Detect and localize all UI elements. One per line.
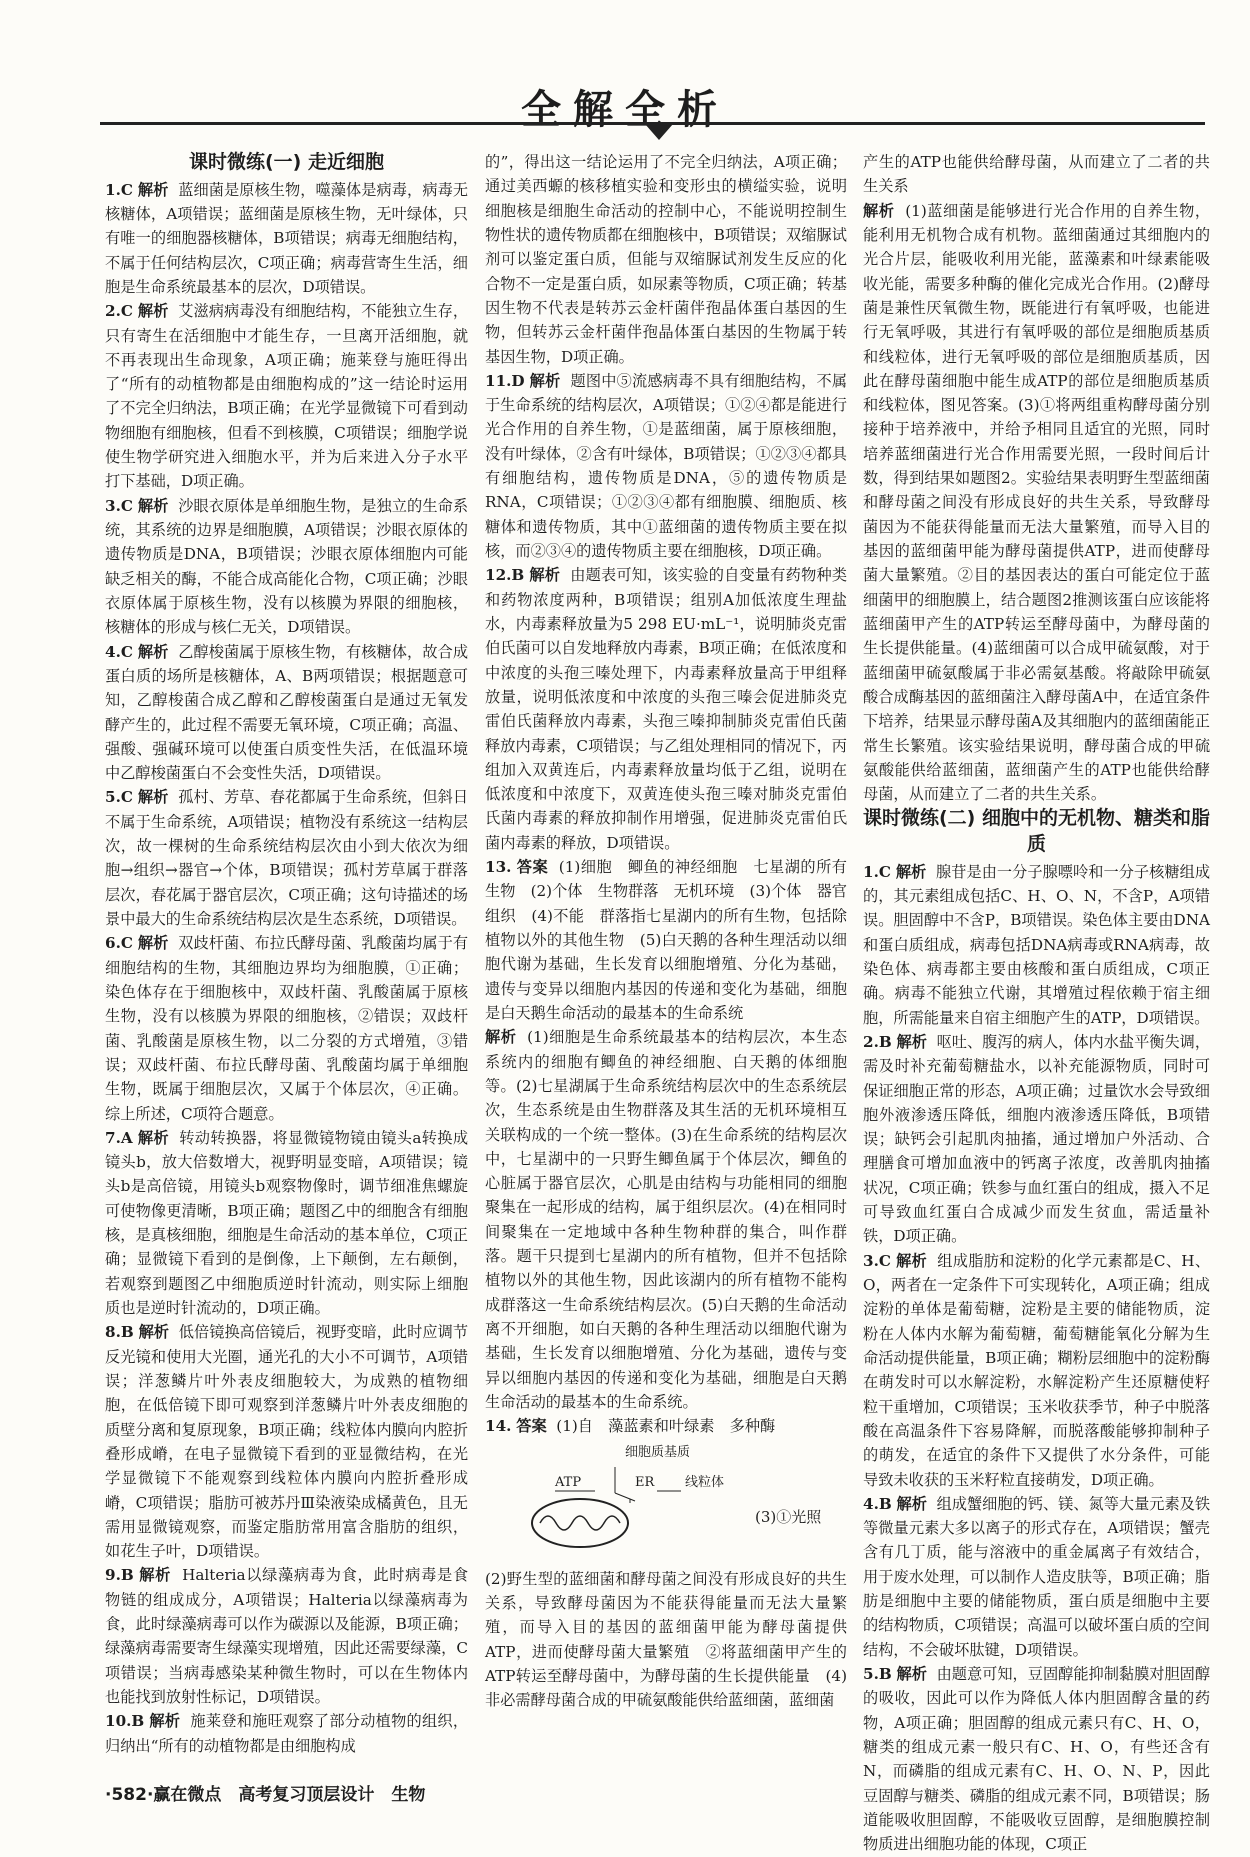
question-number: 7.A [105, 1128, 133, 1147]
answer-item [105, 1563, 468, 1709]
column-2 [485, 150, 863, 1710]
question-number: 1.C [105, 180, 133, 199]
answer-tag: 解析 [896, 1251, 928, 1270]
page-title: 全解全析 [521, 87, 729, 133]
answer-text: (1)蓝细菌是能够进行光合作用的自养生物，能利用无机物合成有机物。蓝细菌通过其细胞内的光合片层，能吸收利用光能，蓝藻素和叶绿素能吸收光能，需要多种酶的催化完成光合作用。(2)酵母菌是兼性厌氧微生物，既能进行有氧呼吸，也能进行无氧呼吸，其进行有氧呼吸的部位是细胞质基质和线粒体，进行无氧呼吸的部位是细胞质基质，因此在酵母菌细胞中能生成ATP的部位是细胞质基质和线粒体，图见答案。(3)①将两组重构酵母菌分别接种于培养液中，并给予相同且适宜的光照，同时培养蓝细菌进行光合作用需要光照，一段时间后计数，得到结果如题图2。实验结果表明野生型蓝细菌和酵母菌之间没有形成良好的共生关系，导致酵母菌因为不能获得能量而无法大量繁殖，而导入目的基因的蓝细菌甲能为酵母菌提供ATP，进而使酵母菌大量繁殖。②目的基因表达的蛋白可能定位于蓝细菌甲的细胞膜上，结合题图2推测该蛋白应该能将蓝细菌甲产生的ATP转运至酵母菌中，为酵母菌的生长提供能量。(4)蓝细菌可以合成甲硫氨酸，对于蓝细菌甲硫氨酸属于非必需氨基酸。将敲除甲硫氨酸合成酶基因的蓝细菌注入酵母菌A中，在适宜条件下培养，结果显示酵母菌A及其细胞内的蓝细菌能正常生长繁殖。该实验结果说明，酵母菌合成的甲硫氨酸能供给蓝细菌，蓝细菌产生的ATP也能供给酵母菌，从而建立了二者的共生关系。 [863, 201, 1211, 804]
question-number: 4.B [863, 1494, 892, 1513]
answer-text: 由题意可知，豆固醇能抑制黏膜对胆固醇的吸收，因此可以作为降低人体内胆固醇含量的药物，A项正确；胆固醇的组成元素只有C、H、O，糖类的组成元素一般只有C、H、O，有些还含有N，而磷脂的组成元素有C、H、O、N、P，因此豆固醇与糖类、磷脂的组成元素不同，B项错误；肠道能吸收胆固醇，不能吸收豆固醇，是细胞膜控制物质进出细胞功能的体现，C项正 [863, 1665, 1211, 1854]
page-header [0, 0, 1250, 140]
question-number: 1.C [863, 862, 891, 881]
question-number: 2.B [863, 1032, 892, 1051]
answer-tag: 解析 [138, 1323, 170, 1342]
header-arrow-icon [645, 124, 673, 140]
answer-text: (2)野生型的蓝细菌和酵母菌之间没有形成良好的共生关系，导致酵母菌因为不能获得能量而无法大量繁殖，而导入目的基因的蓝细菌甲能为酵母菌提供ATP，进而使酵母菌大量繁殖 ②将蓝细菌甲产生的ATP转运至酵母菌中，为酵母菌的生长提供能量 (4)非必需酵母菌合成的甲硫氨酸能供给蓝细菌，蓝细菌 [485, 1569, 847, 1710]
question-number: 10.B [105, 1712, 145, 1731]
answer-item [485, 855, 863, 1025]
answer-tag: 解析 [137, 934, 169, 953]
answer-tag: 解析 [529, 371, 561, 390]
answer-text: 施莱登和施旺观察了部分动植物的组织，归纳出“所有的动植物都是由细胞构成 [105, 1712, 468, 1755]
answer-tag: 解析 [137, 1128, 169, 1147]
answer-item [863, 150, 1210, 199]
question-number: 2.C [105, 302, 133, 321]
answer-item [485, 1567, 847, 1713]
answer-text: (1)细胞是生命系统最基本的结构层次，本生态系统内的细胞有鲫鱼的神经细胞、白天鹅的体细胞等。(2)七星湖属于生命系统结构层次中的生态系统层次，生态系统是由生物群落及其生活的无机环境相互关联构成的一个统一整体。(3)在生命系统的结构层次中，七星湖中的一只野生鲫鱼属于个体层次，鲫鱼的心脏属于器官层次，心肌是由结构与功能相同的细胞聚集在一起形成的结构，属于组织层次。(4)在相同时间聚集在一定地域中各种生物种群的集合，叫作群落。题干只提到七星湖内的所有植物，但并不包括除植物以外的其他生物，因此该湖内的所有植物不能构成群落这一生命系统结构层次。(5)白天鹅的生命活动离不开细胞，如白天鹅的各种生理活动以细胞代谢为基础，生长发育以细胞增殖、分化为基础，遗传与变异以细胞内基因的传递和变化为基础，细胞是白天鹅生命活动的最基本的生命系统。 [485, 1028, 848, 1411]
answer-item [105, 1320, 468, 1563]
answer-tag: 解析 [896, 1032, 927, 1051]
answer-tag: 答案 [516, 858, 549, 877]
answer-text: 乙醇梭菌属于原核生物，有核糖体，故合成蛋白质的场所是核糖体，A、B两项错误；根据题意可知，乙醇梭菌合成乙醇和乙醇梭菌蛋白是通过无氧发酵产生的，此过程不需要无氧环境，C项正确；高温、强酸、强碱环境可以使蛋白质变性失活，在低温环境中乙醇梭菌蛋白不会变性失活，D项错误。 [105, 642, 469, 783]
question-number: 5.B [863, 1665, 892, 1684]
answer-text: 由题表可知，该实验的自变量有药物种类和药物浓度两种，B项错误；组别A加低浓度生理盐水，内毒素释放量为5 298 EU·mL⁻¹，说明肺炎克雷伯氏菌可以自发地释放内毒素，B项正确；在低浓度和中浓度的头孢三嗪处理下，内毒素释放量高于甲组释放量，说明低浓度和中浓度的头孢三嗪会促进肺炎克雷伯氏菌释放内毒素，头孢三嗪抑制肺炎克雷伯氏菌释放内毒素，C项错误；与乙组处理相同的情况下，丙组加入双黄连后，内毒素释放量均低于乙组，说明在低浓度和中浓度下，双黄连使头孢三嗪对肺炎克雷伯氏菌内毒素的释放抑制作用增强，促进肺炎克雷伯氏菌内毒素的释放，D项错误。 [485, 566, 848, 852]
answer-item [485, 1025, 847, 1414]
column-3 [863, 150, 1211, 1854]
question-number: 4.C [105, 642, 133, 661]
answer-tag: 解析 [895, 862, 927, 881]
answer-item [863, 1492, 1210, 1662]
question-number: 9.B [105, 1566, 134, 1585]
answer-text: 孤村、芳草、春花都属于生命系统，但斜日不属于生命系统，A项错误；植物没有系统这一结构层次，故一棵树的生命系统结构层次由小到大依次为细胞→组织→器官→个体，B项错误；孤村芳草属于群落层次，春花属于器官层次，C项正确；这句诗描述的场景中最大的生命系统结构层次是生态系统，D项错误。 [105, 788, 469, 929]
answer-tag: 解析 [137, 788, 169, 807]
answer-text: 转动转换器，将显微镜物镜由镜头a转换成镜头b，放大倍数增大，视野明显变暗，A项错误；镜头b是高倍镜，用镜头b观察物像时，调节细准焦螺旋可使物像更清晰，B项正确；题图乙中的细胞含有细胞核，是真核细胞，细胞是生命活动的基本单位，C项正确；显微镜下看到的是倒像，上下颠倒，左右颠倒，若观察到题图乙中细胞质逆时针流动，则实际上细胞质也是逆时针流动的，D项正确。 [105, 1128, 469, 1318]
answer-text: 组成蟹细胞的钙、镁、氮等大量元素及铁等微量元素大多以离子的形式存在，A项错误；蟹壳含有几丁质，能与溶液中的重金属离子有效结合，用于废水处理，可以制作人造皮肤等，B项正确；脂肪是细胞中主要的储能物质，蛋白质是细胞中主要的结构物质，C项错误；高温可以破坏蛋白质的空间结构，不会破坏肽键，D项错误。 [863, 1494, 1211, 1659]
question-number: 3.C [863, 1251, 891, 1270]
answer-text: 产生的ATP也能供给酵母菌，从而建立了二者的共生关系 [863, 153, 1210, 196]
label-cytoplasm: 细胞质基质 [625, 1444, 691, 1460]
question-number: 11.D [485, 371, 525, 390]
answer-text: 呕吐、腹泻的病人，体内水盐平衡失调，需及时补充葡萄糖盐水，以补充能源物质，同时可保证细胞正常的形态，A项正确；过量饮水会导致细胞外液渗透压降低，细胞内液渗透压降低，B项错误；缺钙会引起肌肉抽搐，通过增加户外活动、合理膳食可增加血液中的钙离子浓度，改善肌肉抽搐状况，C项正确；铁参与血红蛋白的组成，摄入不足可导致血红蛋白合成减少而发生贫血，需适量补铁，D项正确。 [863, 1032, 1211, 1246]
answer-tag: 答案 [516, 1417, 547, 1436]
answer-text: (1)细胞 鲫鱼的神经细胞 七星湖的所有生物 (2)个体 生物群落 无机环境 (3)个体 器官 组织 (4)不能 群落指七星湖内的所有生物，包括除植物以外的其他生物 (5)白天鹅的各种生理活动以细胞代谢为基础，生长发育以细胞增殖、分化为基础，遗传与变异以细胞内基因的传递和变化为基础，细胞是白天鹅生命活动的最基本的生命系统 [485, 858, 863, 1022]
page-footer: ·582·赢在微点 高考复习顶层设计 生物 [105, 1785, 426, 1805]
answer-text: (1)自 藻蓝素和叶绿素 多种酶 [556, 1417, 776, 1436]
answer-item [863, 199, 1210, 807]
answer-text: 组成脂肪和淀粉的化学元素都是C、H、O，两者在一定条件下可实现转化，A项正确；组成淀粉的单体是葡萄糖，淀粉是主要的储能物质，淀粉在人体内水解为葡萄糖，葡萄糖能氧化分解为生命活动提供能量，B项正确；糊粉层细胞中的淀粉酶在萌发时可以水解淀粉，水解淀粉产生还原糖使籽粒干重增加，C项错误；玉米收获季节，种子中脱落酸在高温条件下容易降解，而脱落酸能够抑制种子的萌发，在适宜的条件下又提供了水分条件，可能导致未收获的玉米籽粒直接萌发，D项正确。 [863, 1251, 1211, 1489]
label-answer-3: (3)①光照 [755, 1507, 822, 1526]
column-1 [105, 150, 469, 1755]
answer-text: Halteria以绿藻病毒为食，此时病毒是食物链的组成成分，A项错误；Halteria以绿藻病毒为食，此时绿藻病毒可以作为碳源以及能源，B项正确；绿藻病毒需要寄生绿藻实现增殖，因此还需要绿藻，C项错误；当病毒感染某种微生物时，可以在生物体内也能找到放射性标记，D项错误。 [105, 1566, 469, 1707]
answer-tag: 解析 [137, 180, 169, 199]
answer-item [105, 931, 468, 1126]
question-number: 5.C [105, 788, 133, 807]
label-er: ER [635, 1474, 655, 1490]
question-number: 8.B [105, 1323, 134, 1342]
answer-item [105, 640, 468, 786]
question-number: 6.C [105, 934, 133, 953]
answer-item [105, 1126, 468, 1321]
answer-item [485, 1414, 847, 1438]
answer-tag: 解析 [137, 496, 169, 515]
answer-text: 腺苷是由一分子腺嘌呤和一分子核糖组成的，其元素组成包括C、H、O、N，不含P，A项错误。胆固醇中不含P，B项错误。染色体主要由DNA和蛋白质组成，病毒包括DNA病毒或RNA病毒，故染色体、病毒都主要由核酸和蛋白质组成，C项正确。病毒不能独立代谢，其增殖过程依赖于宿主细胞，所需能量来自宿主细胞产生的ATP，D项错误。 [863, 862, 1211, 1027]
answer-item [105, 494, 468, 640]
answer-tag: 解析 [863, 201, 895, 220]
answer-item [485, 369, 847, 564]
answer-text: 蓝细菌是原核生物，噬藻体是病毒，病毒无核糖体，A项错误；蓝细菌是原核生物，无叶绿体，只有唯一的细胞器核糖体，B项错误；病毒无细胞结构，不属于任何结构层次，C项正确；病毒营寄生生活，细胞是生命系统最基本的层次，D项错误。 [105, 180, 469, 296]
answer-item [485, 150, 847, 369]
label-atp: ATP [555, 1474, 582, 1490]
answer-item [863, 860, 1210, 1030]
section-title-2: 课时微练(二) 细胞中的无机物、糖类和脂质 [863, 807, 1210, 856]
answer-tag: 解析 [139, 1566, 172, 1585]
question-number: 12.B [485, 566, 525, 585]
answer-tag: 解析 [896, 1665, 927, 1684]
answer-tag: 解析 [149, 1712, 181, 1731]
answer-item [485, 563, 847, 855]
question-number: 3.C [105, 496, 133, 515]
section-title: 课时微练(一) 走近细胞 [189, 151, 384, 173]
answer-item [863, 1249, 1210, 1492]
answer-tag: 解析 [896, 1494, 927, 1513]
cell-diagram [485, 1443, 847, 1563]
answer-text: 双歧杆菌、布拉氏酵母菌、乳酸菌均属于有细胞结构的生物，其细胞边界均为细胞膜，①正确；染色体存在于细胞核中，双歧杆菌、乳酸菌属于原核生物，没有以核膜为界限的细胞核，②错误；双歧杆菌、乳酸菌是原核生物，以二分裂的方式增殖，③错误；双歧杆菌、布拉氏酵母菌、乳酸菌均属于单细胞生物，既属于细胞层次，又属于个体层次，④正确。综上所述，C项符合题意。 [105, 934, 469, 1123]
question-number: 13. [485, 858, 512, 877]
answer-tag: 解析 [485, 1028, 517, 1047]
answer-text: 题图中⑤流感病毒不具有细胞结构，不属于生命系统的结构层次，A项错误；①②④都是能进行光合作用的自养生物，①是蓝细菌，属于原核细胞，没有叶绿体，②含有叶绿体，B项错误；①②③④都具有细胞结构，遗传物质是DNA，⑤的遗传物质是RNA，C项错误；①②③④都有细胞膜、细胞质、核糖体和遗传物质，其中①蓝细菌的遗传物质主要在拟核，而②③④的遗传物质主要在细胞核，D项正确。 [485, 371, 848, 560]
answer-item [105, 785, 468, 931]
answer-tag: 解析 [529, 566, 561, 585]
answer-item [105, 178, 468, 300]
answer-text: 低倍镜换高倍镜后，视野变暗，此时应调节反光镜和使用大光圈，通光孔的大小不可调节，A项错误；洋葱鳞片叶外表皮细胞较大，为成熟的植物细胞，在低倍镜下即可观察到洋葱鳞片叶外表皮细胞的质壁分离和复原现象，B项正确；线粒体内膜向内腔折叠形成嵴，在电子显微镜下看到的亚显微结构，在光学显微镜下不能观察到线粒体内膜向内腔折叠形成嵴，C项错误；脂肪可被苏丹Ⅲ染液染成橘黄色，且无需用显微镜观察，而鉴定脂肪常用富含脂肪的组织，如花生子叶，D项错误。 [105, 1323, 469, 1561]
answer-text: 艾滋病病毒没有细胞结构，不能独立生存，只有寄生在活细胞中才能生存，一旦离开活细胞，就不再表现出生命现象，A项正确；施莱登与施旺得出了“所有的动植物都是由细胞构成的”这一结论时运用了不完全归纳法，B项正确；在光学显微镜下可看到动物细胞有细胞核，但看不到核膜，C项错误；细胞学说使生物学研究进入细胞水平，并为后来进入分子水平打下基础，D项正确。 [105, 302, 469, 491]
question-number: 14. [485, 1417, 512, 1436]
label-mitochondria: 线粒体 [685, 1474, 725, 1490]
answer-tag: 解析 [137, 302, 169, 321]
answer-tag: 解析 [137, 642, 169, 661]
answer-item [105, 299, 468, 494]
answer-item [863, 1662, 1210, 1857]
answer-item [863, 1030, 1210, 1249]
answer-text: 的”，得出这一结论运用了不完全归纳法，A项正确；通过美西螈的核移植实验和变形虫的横缢实验，说明细胞核是细胞生命活动的控制中心，不能说明控制生物性状的遗传物质都在细胞核中，B项错误；双缩脲试剂可以鉴定蛋白质，但能与双缩脲试剂发生反应的化合物不一定是蛋白质，如尿素等物质，C项正确；转基因生物不代表是转苏云金杆菌伴孢晶体蛋白基因的生物，但转苏云金杆菌伴孢晶体蛋白基因的生物属于转基因生物，D项正确。 [485, 153, 847, 366]
answer-text: 沙眼衣原体是单细胞生物，是独立的生命系统，其系统的边界是细胞膜，A项错误；沙眼衣原体的遗传物质是DNA，B项错误；沙眼衣原体细胞内可能缺乏相关的酶，不能合成高能化合物，C项正确；沙眼衣原体属于原核生物，没有以核膜为界限的细胞核，核糖体的形成与核仁无关，D项错误。 [105, 496, 469, 637]
answer-item [105, 1709, 468, 1758]
